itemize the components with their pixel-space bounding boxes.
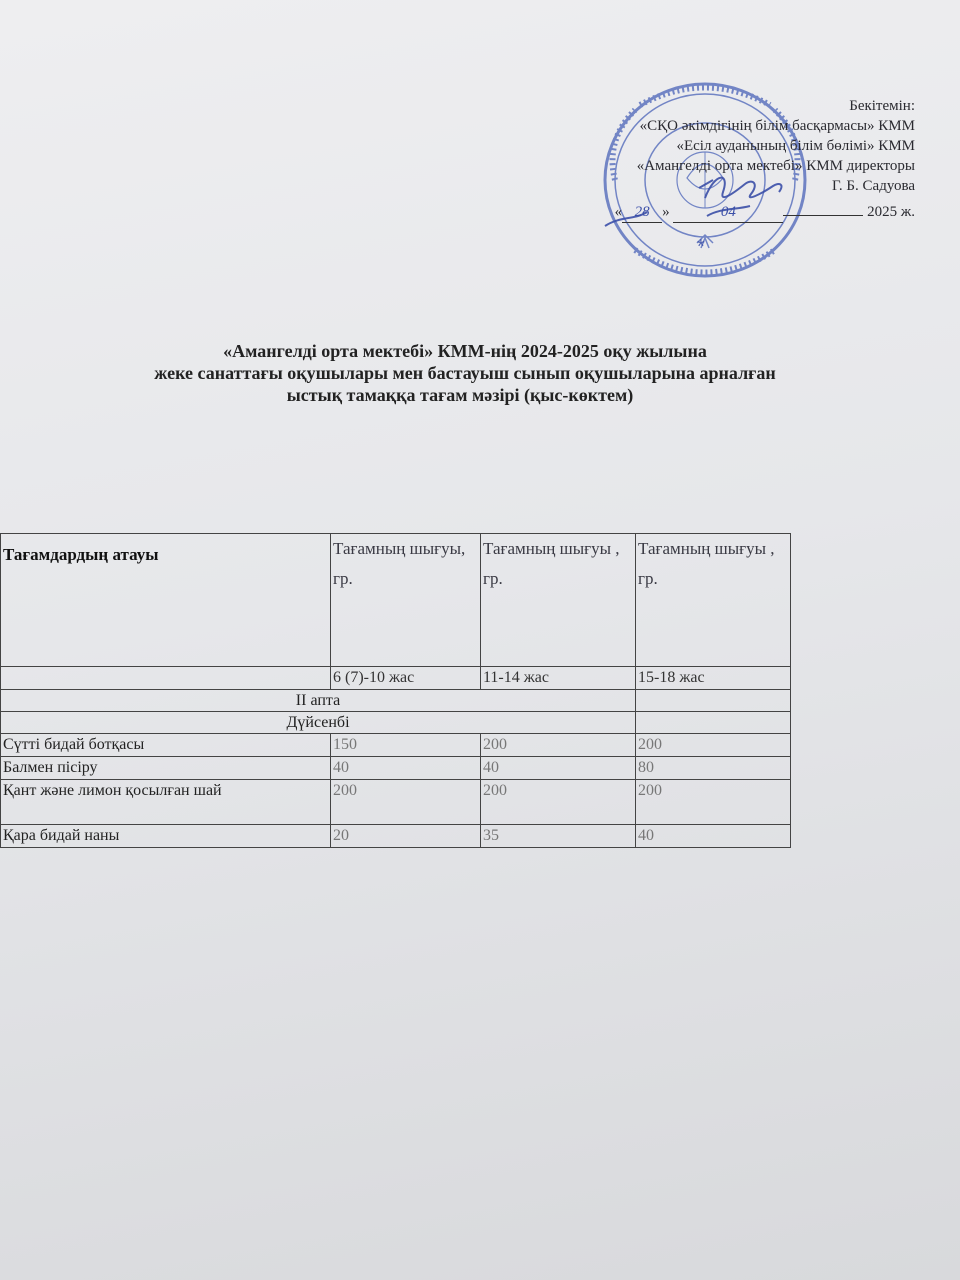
approval-heading: Бекітемін: xyxy=(849,98,915,114)
dish-name: Сүтті бидай ботқасы xyxy=(1,734,331,757)
table-row xyxy=(1,825,791,848)
date-blank xyxy=(783,215,863,216)
dish-name: Қара бидай наны xyxy=(1,825,331,848)
dish-portion-2: 200 xyxy=(481,734,636,757)
dish-name: Балмен пісіру xyxy=(1,757,331,780)
approval-date xyxy=(455,202,915,223)
day-row xyxy=(1,712,791,734)
menu-table xyxy=(0,533,791,848)
title-line-3: ыстық тамаққа тағам мәзірі (қыс-көктем) xyxy=(286,385,634,405)
approval-org-2: «Есіл ауданының білім бөлімі» КММ xyxy=(676,138,915,154)
header-dish-name: Тағамдардың атауы xyxy=(1,534,331,667)
dish-portion-1: 20 xyxy=(331,825,481,848)
dish-portion-1: 40 xyxy=(331,757,481,780)
week-row xyxy=(1,690,791,712)
age-empty-cell xyxy=(1,667,331,690)
dish-portion-2: 40 xyxy=(481,757,636,780)
date-day: 28 xyxy=(622,202,662,223)
header-portion-1: Тағамның шығуы, гр. xyxy=(331,534,481,667)
dish-portion-1: 150 xyxy=(331,734,481,757)
dish-portion-3: 80 xyxy=(636,757,791,780)
day-empty-cell xyxy=(636,712,791,734)
approval-signatory: Г. Б. Садуова xyxy=(831,178,915,194)
table-row xyxy=(1,734,791,757)
approval-block xyxy=(455,96,915,223)
title-line-2: жеке санаттағы оқушылары мен бастауыш сынып оқушыларына арналған xyxy=(154,363,776,383)
table-header-row xyxy=(1,534,791,667)
table-row xyxy=(1,780,791,825)
header-portion-2: Тағамның шығуы , гр. xyxy=(481,534,636,667)
date-month: 04 xyxy=(673,202,783,223)
dish-portion-3: 200 xyxy=(636,734,791,757)
dish-portion-1: 200 xyxy=(331,780,481,825)
age-group-1: 6 (7)-10 жас xyxy=(331,667,481,690)
date-year: 2025 ж. xyxy=(867,204,915,220)
document-title xyxy=(0,340,920,406)
week-empty-cell xyxy=(636,690,791,712)
date-open-quote: « xyxy=(614,204,623,220)
title-line-1: «Амангелді орта мектебі» КММ-нің 2024-2025 оқу жылына xyxy=(223,341,707,361)
dish-portion-3: 200 xyxy=(636,780,791,825)
age-group-2: 11-14 жас xyxy=(481,667,636,690)
dish-name: Қант және лимон қосылған шай xyxy=(1,780,331,825)
approval-org-1: «СҚО әкімдігінің білім басқармасы» КММ xyxy=(639,118,915,134)
dish-portion-3: 40 xyxy=(636,825,791,848)
day-label: Дүйсенбі xyxy=(1,712,636,734)
dish-portion-2: 200 xyxy=(481,780,636,825)
week-label: II апта xyxy=(1,690,636,712)
dish-portion-2: 35 xyxy=(481,825,636,848)
age-group-row xyxy=(1,667,791,690)
date-close-quote: » xyxy=(662,204,670,220)
header-portion-3: Тағамның шығуы , гр. xyxy=(636,534,791,667)
svg-text:*: * xyxy=(697,236,705,258)
approval-position: «Амангелді орта мектебі» КММ директоры xyxy=(636,158,915,174)
age-group-3: 15-18 жас xyxy=(636,667,791,690)
table-row xyxy=(1,757,791,780)
